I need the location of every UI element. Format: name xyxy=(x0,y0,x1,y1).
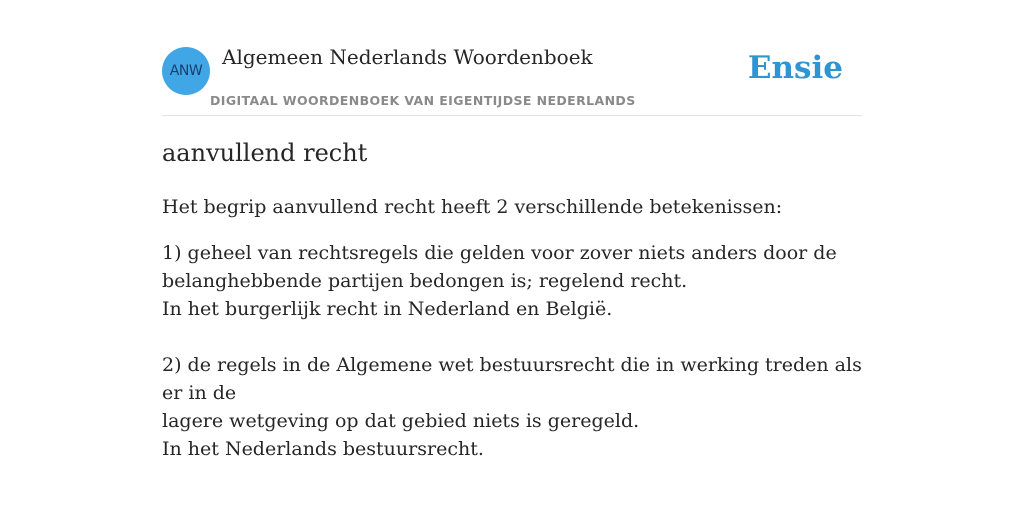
page-container xyxy=(162,0,862,460)
ensie-brand-link[interactable]: Ensie xyxy=(747,50,843,86)
entry-title: aanvullend recht xyxy=(162,139,368,167)
entry-intro: Het begrip aanvullend recht heeft 2 verschillende betekenissen: xyxy=(162,196,783,218)
meaning-item xyxy=(162,239,862,323)
anw-logo[interactable] xyxy=(162,47,210,95)
meaning-definition-line: belanghebbende partijen bedongen is; regelend recht. xyxy=(162,270,688,292)
meaning-definition-line: 2) de regels in de Algemene wet bestuursrecht die in werking treden als er in de xyxy=(162,354,862,404)
meaning-definition-line: lagere wetgeving op dat gebied niets is geregeld. xyxy=(162,410,640,432)
meanings-list xyxy=(162,239,862,491)
meaning-context: In het Nederlands bestuursrecht. xyxy=(162,438,484,460)
site-title[interactable]: Algemeen Nederlands Woordenboek xyxy=(222,45,593,69)
meaning-item xyxy=(162,351,862,463)
meaning-definition-line: 1) geheel van rechtsregels die gelden voor zover niets anders door de xyxy=(162,242,837,264)
meaning-context: In het burgerlijk recht in Nederland en België. xyxy=(162,298,613,320)
site-subtitle: DIGITAAL WOORDENBOEK VAN EIGENTIJDSE NEDERLANDS xyxy=(210,93,636,108)
site-header xyxy=(162,0,862,116)
logo-text: ANW xyxy=(169,63,203,79)
